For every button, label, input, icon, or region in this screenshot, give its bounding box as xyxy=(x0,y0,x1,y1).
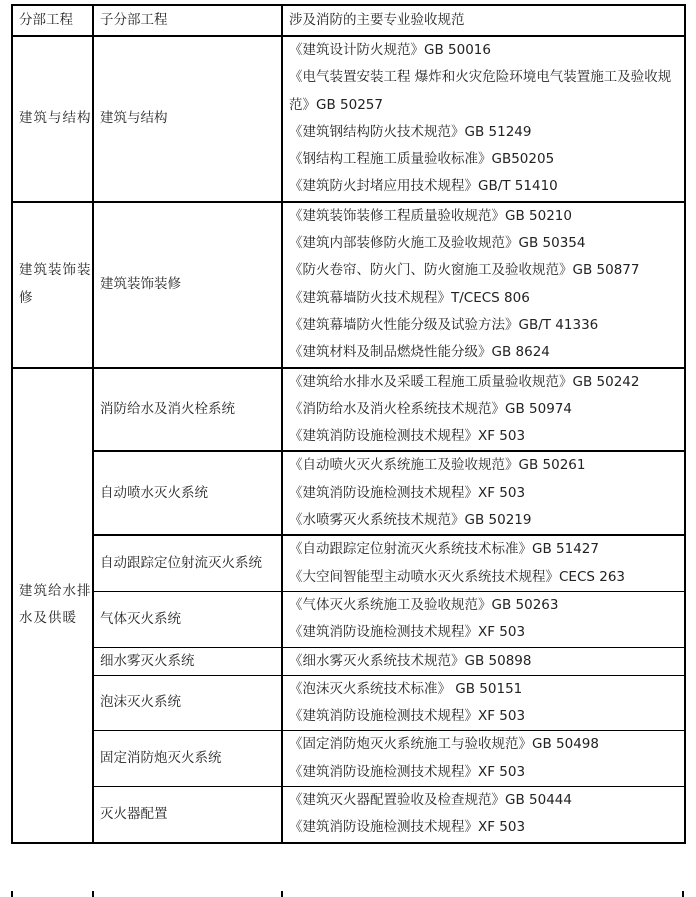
subdivision-cell: 固定消防炮灭火系统 xyxy=(93,731,282,787)
standard-item: 《建筑给水排水及采暖工程施工质量验收规范》GB 50242 xyxy=(289,373,640,390)
table-row xyxy=(12,202,685,368)
table-row xyxy=(12,368,685,452)
subdivision-cell: 泡沫灭火系统 xyxy=(93,675,282,731)
standard-item: 《建筑消防设施检测技术规程》XF 503 xyxy=(289,624,526,641)
standards-cell xyxy=(282,451,685,535)
table-row xyxy=(12,535,685,591)
division-cell: 建筑装饰装修 xyxy=(12,202,93,368)
table-continuation-edge xyxy=(11,891,684,897)
header-subdivision: 子分部工程 xyxy=(93,5,282,36)
subdivision-cell: 自动喷水灭火系统 xyxy=(93,451,282,535)
subdivision-cell: 细水雾灭火系统 xyxy=(93,647,282,675)
standard-item: 《固定消防炮灭火系统施工与验收规范》GB 50498 xyxy=(289,736,599,753)
standard-item: 《自动跟踪定位射流灭火系统技术标准》GB 51427 xyxy=(289,541,599,558)
standard-item: 《自动喷火灭火系统施工及验收规范》GB 50261 xyxy=(289,457,586,474)
column-divider xyxy=(281,891,283,897)
standard-item: 《泡沫灭火系统技术标准》 GB 50151 xyxy=(289,680,523,697)
fire-acceptance-standards-table xyxy=(11,4,686,844)
standards-cell xyxy=(282,202,685,368)
table-row xyxy=(12,647,685,675)
standard-item: 《建筑消防设施检测技术规程》XF 503 xyxy=(289,484,526,501)
standard-item: 《建筑消防设施检测技术规程》XF 503 xyxy=(289,763,526,780)
standard-item: 《气体灭火系统施工及验收规范》GB 50263 xyxy=(289,596,559,613)
subdivision-cell: 建筑与结构 xyxy=(93,36,282,202)
column-divider xyxy=(92,891,94,897)
table-row xyxy=(12,731,685,787)
table-row xyxy=(12,591,685,647)
standards-cell xyxy=(282,591,685,647)
standard-item: 《建筑幕墙防火技术规程》T/CECS 806 xyxy=(289,289,530,306)
standard-item: 《建筑幕墙防火性能分级及试验方法》GB/T 41336 xyxy=(289,316,599,333)
table-row xyxy=(12,787,685,843)
standards-cell xyxy=(282,368,685,452)
table-row xyxy=(12,36,685,202)
header-division: 分部工程 xyxy=(12,5,93,36)
standard-item: 《钢结构工程施工质量验收标准》GB50205 xyxy=(289,151,555,168)
standard-item: 《细水雾灭火系统技术规范》GB 50898 xyxy=(289,652,532,669)
standard-item: 《建筑内部装修防火施工及验收规范》GB 50354 xyxy=(289,235,586,252)
standard-item: 《建筑消防设施检测技术规程》XF 503 xyxy=(289,819,526,836)
standard-item: 《建筑设计防火规范》GB 50016 xyxy=(289,42,491,58)
standards-cell xyxy=(282,731,685,787)
standards-cell xyxy=(282,535,685,591)
table-row xyxy=(12,675,685,731)
standard-item: 《建筑材料及制品燃烧性能分级》GB 8624 xyxy=(289,344,550,361)
standard-item: 《建筑消防设施检测技术规程》XF 503 xyxy=(289,708,526,725)
table-header-row xyxy=(12,5,685,36)
standard-item: 《建筑装饰装修工程质量验收规范》GB 50210 xyxy=(289,207,572,224)
subdivision-cell: 建筑装饰装修 xyxy=(93,202,282,368)
standard-item: 《防火卷帘、防火门、防火窗施工及验收规范》GB 50877 xyxy=(289,262,640,279)
table-row xyxy=(12,451,685,535)
division-cell: 建筑与结构 xyxy=(12,36,93,202)
subdivision-cell: 自动跟踪定位射流灭火系统 xyxy=(93,535,282,591)
subdivision-cell: 消防给水及消火栓系统 xyxy=(93,368,282,452)
subdivision-cell: 灭火器配置 xyxy=(93,787,282,843)
standard-item: 《消防给水及消火栓系统技术规范》GB 50974 xyxy=(289,400,572,417)
subdivision-cell: 气体灭火系统 xyxy=(93,591,282,647)
header-standards: 涉及消防的主要专业验收规范 xyxy=(282,5,685,36)
standard-item: 《电气装置安装工程 爆炸和火灾危险环境电气装置施工及验收规范》GB 50257 xyxy=(289,69,672,113)
standards-cell xyxy=(282,647,685,675)
standard-item: 《建筑消防设施检测技术规程》XF 503 xyxy=(289,428,526,445)
standards-cell xyxy=(282,787,685,843)
standards-cell xyxy=(282,36,685,202)
standard-item: 《建筑钢结构防火技术规范》GB 51249 xyxy=(289,123,532,140)
standard-item: 《建筑防火封堵应用技术规程》GB/T 51410 xyxy=(289,178,558,195)
standard-item: 《建筑灭火器配置验收及检查规范》GB 50444 xyxy=(289,792,572,809)
standard-item: 《水喷雾灭火系统技术规范》GB 50219 xyxy=(289,512,532,529)
standard-item: 《大空间智能型主动喷水灭火系统技术规程》CECS 263 xyxy=(289,568,626,585)
standards-cell xyxy=(282,675,685,731)
division-cell: 建筑给水排水及供暖 xyxy=(12,368,93,843)
